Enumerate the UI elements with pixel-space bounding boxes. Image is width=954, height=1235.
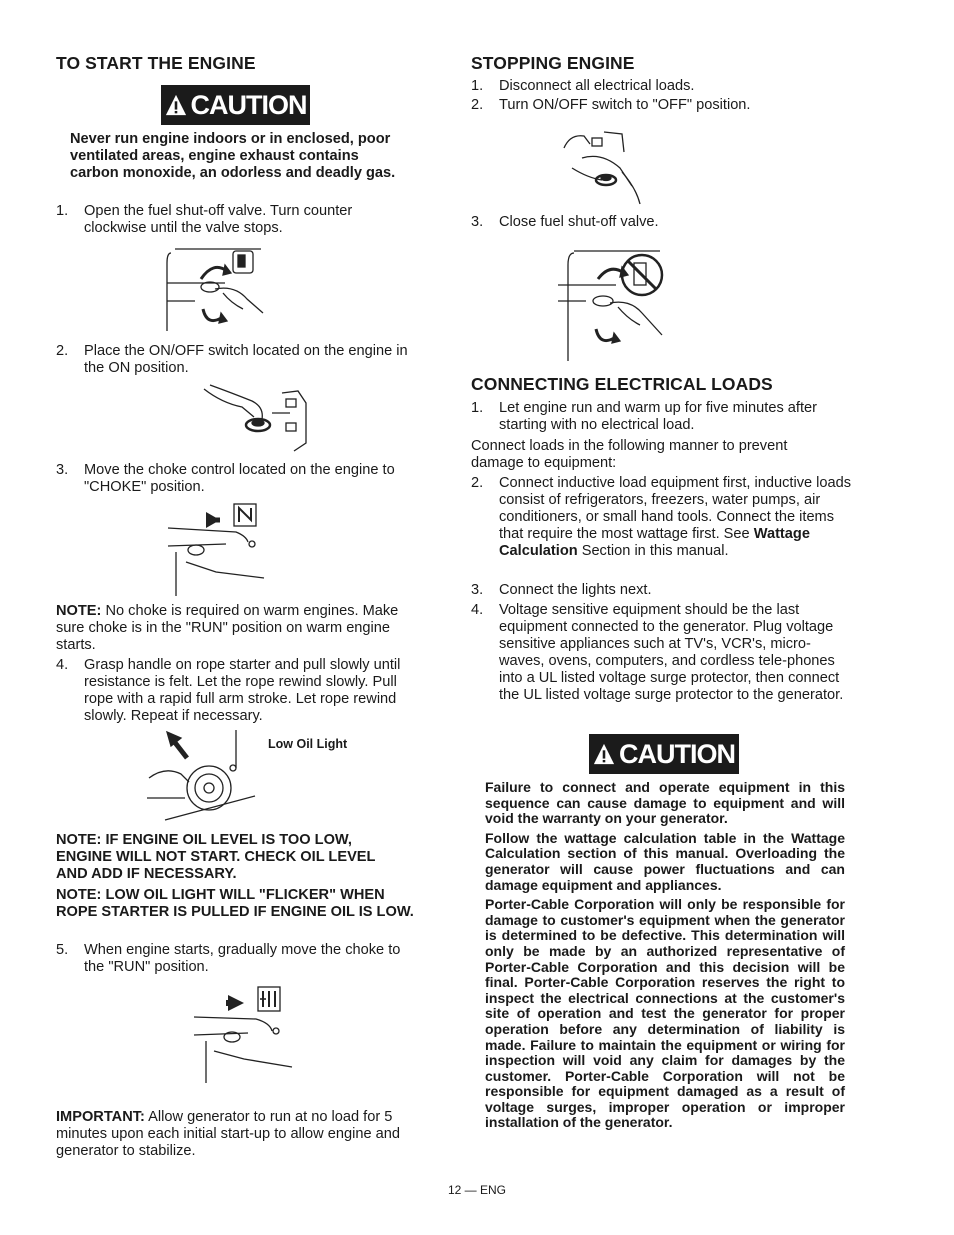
caution-label: CAUTION (619, 738, 735, 769)
warning-triangle-icon (165, 94, 187, 116)
caution-paragraph: Follow the wattage calculation table in the Wattage Calculation section of this manual. Overloading the generator will cause power fluctuations and can damage equipment and appliances. (485, 829, 845, 893)
step-text: Close fuel shut-off valve. (499, 214, 659, 230)
low-oil-light-label: Low Oil Light (268, 737, 348, 751)
fuel-valve-close-illustration (556, 249, 668, 363)
step-text: Move the choke control located on the engine to "CHOKE" position. (84, 462, 395, 495)
stop-step-2 (471, 97, 851, 114)
note-low-oil-flicker: NOTE: LOW OIL LIGHT WILL "FLICKER" WHEN ROPE STARTER IS PULLED IF ENGINE OIL IS LOW. (56, 887, 414, 920)
note-oil-level: NOTE: IF ENGINE OIL LEVEL IS TOO LOW, ENGINE WILL NOT START. CHECK OIL LEVEL AND ADD IF NECESSARY. (56, 832, 376, 882)
stop-step-3 (471, 214, 851, 231)
step-text: Connect the lights next. (499, 582, 652, 598)
step-text: Grasp handle on rope starter and pull slowly until resistance is felt. Let the rope rewind slowly. Pull rope with a rapid full arm stroke. Let rope rewind slowly. Repeat if necessary. (84, 657, 401, 724)
step-number: 2. (471, 97, 484, 113)
step-text: Place the ON/OFF switch located on the engine in the ON position. (84, 343, 408, 376)
step-number: 4. (471, 602, 484, 618)
stopping-engine-heading: STOPPING ENGINE (471, 53, 635, 73)
wattage-calculation-ref: Wattage Calculation (499, 526, 810, 559)
caution-banner-right (589, 734, 739, 774)
step-text: Open the fuel shut-off valve. Turn counter clockwise until the valve stops. (84, 203, 353, 236)
stop-step-1 (471, 78, 851, 95)
step-text: When engine starts, gradually move the choke to the "RUN" position. (84, 942, 401, 975)
step-number: 2. (56, 343, 69, 359)
step-text-part: Connect inductive load equipment first, inductive loads consist of refrigerators, freezers, water pumps, air conditioners, or small hand tools. Connect the items that require the most wattage first. See (499, 475, 852, 542)
important-note (56, 1109, 416, 1160)
note-label: NOTE: (56, 603, 102, 619)
warning-triangle-icon (593, 743, 615, 765)
connecting-loads-heading: CONNECTING ELECTRICAL LOADS (471, 374, 773, 394)
step-number: 2. (471, 475, 484, 491)
loads-step-1 (471, 400, 851, 434)
note-text: No choke is required on warm engines. Make sure choke is in the "RUN" position on warm engine starts. (56, 603, 399, 653)
step-text: Turn ON/OFF switch to "OFF" position. (499, 97, 751, 113)
step-number: 1. (471, 400, 484, 416)
rope-starter-illustration (145, 728, 265, 824)
step-text: Voltage sensitive equipment should be the last equipment connected to the generator. Plug voltage sensitive appliances such at TV's, VCR's, micro-waves, ovens, computers, and cordless tele-phones into a UL listed voltage surge protector, then connect the UL listed voltage surge protector to the generator. (499, 602, 844, 703)
loads-intro: Connect loads in the following manner to prevent damage to equipment: (471, 438, 788, 471)
step-text-part: Section in this manual. (577, 543, 729, 559)
start-step-3 (56, 462, 414, 496)
step-number: 5. (56, 942, 69, 958)
note-choke (56, 603, 416, 654)
step-number: 3. (56, 462, 69, 478)
on-off-switch-illustration (202, 383, 312, 455)
loads-step-3 (471, 582, 855, 599)
exhaust-warning: Never run engine indoors or in enclosed, poor ventilated areas, engine exhaust contains carbon monoxide, an odorless and deadly gas. (70, 131, 396, 181)
important-text: Allow generator to run at no load for 5 minutes upon each initial start-up to allow engine and generator to stabilize. (56, 1109, 400, 1159)
caution-label: CAUTION (190, 89, 307, 120)
choke-run-illustration (192, 985, 300, 1085)
start-step-1 (56, 203, 412, 237)
step-number: 3. (471, 214, 484, 230)
start-step-4 (56, 657, 414, 725)
step-text: Let engine run and warm up for five minutes after starting with no electrical load. (499, 400, 817, 433)
page-footer: 12 — ENG (447, 1183, 507, 1197)
caution-banner-left (161, 85, 310, 125)
step-number: 1. (471, 78, 484, 94)
step-number: 3. (471, 582, 484, 598)
start-step-5 (56, 942, 414, 976)
fuel-valve-open-illustration (165, 243, 265, 335)
loads-step-4 (471, 602, 855, 704)
caution-paragraph: Failure to connect and operate equipment in this sequence can cause damage to equipment and will void the warranty on your generator. (485, 779, 845, 827)
loads-step-2 (471, 475, 855, 560)
to-start-engine-heading: TO START THE ENGINE (56, 53, 256, 73)
choke-lever-illustration (166, 502, 270, 598)
caution-paragraph: Porter-Cable Corporation will only be responsible for damage to customer's equipment when the generator is determined to be defective. This determination will only be made by an authorized representative of Porter-Cable Corporation and this decision will be final. Porter-Cable Corporation reserves the right to inspect the electrical connections at the customer's site of operation and test the generator for proper operation before any determination of liability is made. Failure to maintain the equipment or wiring for inspection will void any claim for damages by the customer. Porter-Cable Corporation will not be responsible for equipment damaged as a result of voltage surges, improper operation or improper installation of the generator. (485, 896, 845, 1131)
important-label: IMPORTANT: (56, 1109, 145, 1125)
step-text: Disconnect all electrical loads. (499, 78, 695, 94)
off-switch-illustration (562, 128, 642, 208)
start-step-2 (56, 343, 414, 377)
step-number: 1. (56, 203, 69, 219)
caution-text-block (485, 780, 845, 1135)
step-text (499, 475, 855, 560)
step-number: 4. (56, 657, 69, 673)
